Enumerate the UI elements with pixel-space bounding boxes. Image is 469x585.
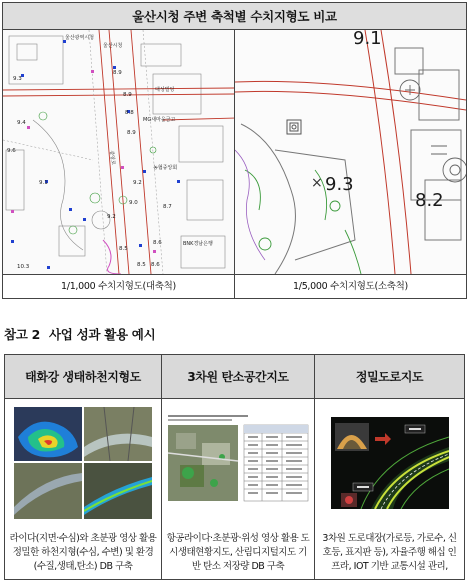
elevation-marker: × [311,175,323,191]
caption-1000-scale: 1/1,000 수치지형도(대축척) [3,275,235,298]
examples-table [4,354,465,580]
example-title: 3차원 탄소공간지도 [162,355,314,399]
elevation-value: 9.2 [107,214,116,220]
section-heading [4,325,155,343]
elevation-value: 8.6 [151,262,160,268]
example-description: 항공라이다·초분광·위성 영상 활용 도시생태현황지도, 산림디지털지도 기반 탄소 저장량 DB 구축 [166,533,310,572]
road-label: 중앙로 [108,150,117,166]
example-title: 정밀도로지도 [315,355,464,399]
caption-5000-scale: 1/5,000 수치지형도(소축척) [293,281,408,292]
example-description: 3차원 도로대장(가로등, 가로수, 신호등, 표지판 등), 자율주행 해십 인프라, IOT 기반 교통시설 관리, [322,533,457,572]
elevation-value: 8.9 [123,92,132,98]
elevation-value: 8.6 [153,240,162,246]
map-label: MG새마을금고 [143,117,176,123]
elevation-value: 8.9 [113,70,122,76]
map-label: 울산광역시청 [65,35,94,41]
river-terrain-image [14,407,152,519]
map-1000-drawing [3,30,235,274]
elevation-value: 9.2 [133,180,142,186]
map-label: 대성빌딩 [155,87,175,93]
elevation-value: 9.3 [13,76,22,82]
elevation-value-large: 9.3 [325,174,354,195]
elevation-value-large: 8.2 [415,190,444,211]
elevation-value: 8.5 [137,262,146,268]
precision-road-image [331,417,449,509]
elevation-value-large: 9.1 [353,30,382,49]
example-column [315,355,464,579]
elevation-value: 8.8 [125,110,134,116]
map-5000-scale [235,30,466,274]
elevation-value: 9.1 [39,180,48,186]
map-label: BNK경남은행 [183,241,213,247]
comparison-title: 울산시청 주변 축척별 수치지형도 비교 [3,3,466,30]
elevation-value: 8.5 [119,246,128,252]
example-column [162,355,315,579]
map-label: 농협중앙회 [153,165,178,171]
map-comparison-table [2,2,467,299]
example-column [5,355,162,579]
elevation-value: 10.3 [17,264,30,270]
section-title: 사업 성과 활용 예시 [49,327,156,342]
elevation-value: 8.9 [127,130,136,136]
example-description: 라이다(지면·수심)와 초분광 영상 활용 정밀한 하천지형(수심, 수변) 및 환경(수질,생태,탄소) DB 구축 [9,533,157,572]
elevation-value: 9.4 [17,120,26,126]
comparison-maps-row [3,30,466,274]
elevation-value: 8.7 [163,204,172,210]
map-label: 울산시청 [103,43,123,49]
carbon-map-image [166,413,310,513]
comparison-captions-row [3,274,466,298]
elevation-value: 9.0 [129,200,138,206]
example-title: 태화강 생태하천지형도 [5,355,161,399]
map-5000-drawing [235,30,466,274]
section-number: 참고 2 [4,327,40,342]
map-1000-scale [3,30,235,274]
elevation-value: 9.6 [7,148,16,154]
